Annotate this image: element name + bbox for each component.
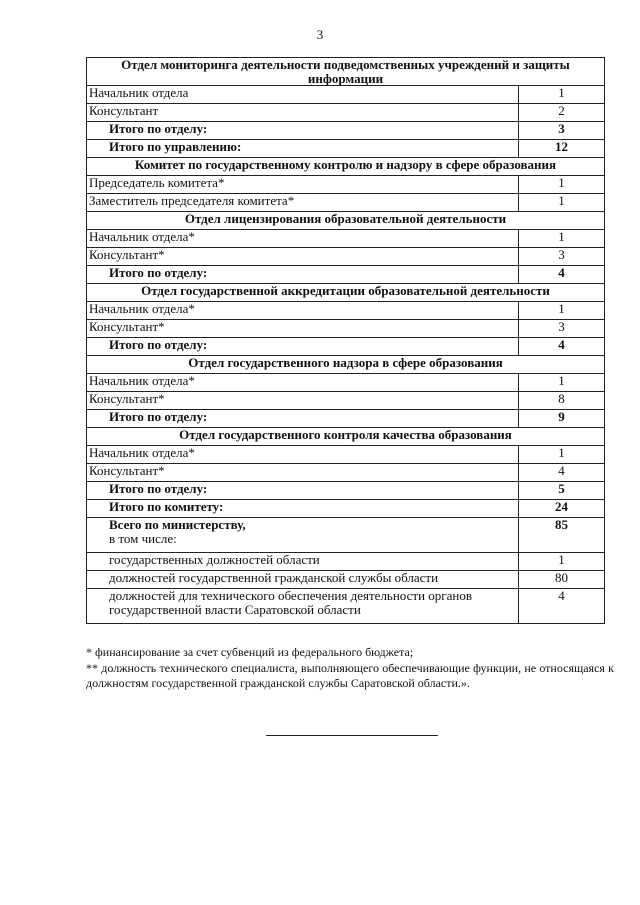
position-row bbox=[87, 302, 605, 320]
row-label-text: Консультант* bbox=[89, 247, 165, 263]
section-header-row bbox=[87, 158, 605, 176]
row-label bbox=[87, 518, 519, 553]
row-count: 1 bbox=[519, 194, 605, 212]
row-count: 85 bbox=[519, 518, 605, 553]
total-row bbox=[87, 410, 605, 428]
end-divider bbox=[266, 735, 438, 736]
row-count: 1 bbox=[519, 553, 605, 571]
row-label-text: Консультант* bbox=[89, 319, 165, 335]
breakdown-row bbox=[87, 571, 605, 589]
row-count: 24 bbox=[519, 500, 605, 518]
row-label bbox=[87, 266, 519, 284]
row-note: в том числе: bbox=[109, 530, 177, 546]
row-count: 1 bbox=[519, 446, 605, 464]
row-count: 4 bbox=[519, 266, 605, 284]
row-label-text: Начальник отдела* bbox=[89, 301, 195, 317]
row-label-text: Начальник отдела bbox=[89, 85, 189, 101]
row-label bbox=[87, 122, 519, 140]
row-label bbox=[87, 302, 519, 320]
row-label bbox=[87, 176, 519, 194]
section-title: Отдел мониторинга деятельности подведомственных учреждений и защиты информации bbox=[87, 58, 605, 86]
row-label-text: должностей для технического обеспечения деятельности органов государственной власти Саратовской области bbox=[109, 588, 472, 617]
total-row bbox=[87, 338, 605, 356]
position-row bbox=[87, 104, 605, 122]
section-header-row bbox=[87, 356, 605, 374]
section-title: Комитет по государственному контролю и надзору в сфере образования bbox=[87, 158, 605, 176]
row-label bbox=[87, 571, 519, 589]
row-label bbox=[87, 104, 519, 122]
row-label bbox=[87, 410, 519, 428]
row-label-text: Всего по министерству, bbox=[109, 517, 246, 533]
total-row bbox=[87, 500, 605, 518]
row-label bbox=[87, 464, 519, 482]
row-count: 12 bbox=[519, 140, 605, 158]
row-count: 4 bbox=[519, 464, 605, 482]
total-row bbox=[87, 122, 605, 140]
position-row bbox=[87, 248, 605, 266]
row-label-text: Консультант bbox=[89, 103, 159, 119]
row-count: 2 bbox=[519, 104, 605, 122]
row-label bbox=[87, 553, 519, 571]
row-count: 4 bbox=[519, 338, 605, 356]
row-label bbox=[87, 230, 519, 248]
footnotes bbox=[86, 645, 614, 692]
row-label bbox=[87, 500, 519, 518]
row-label bbox=[87, 446, 519, 464]
row-label-text: государственных должностей области bbox=[109, 552, 320, 568]
position-row bbox=[87, 86, 605, 104]
footnote-technical: ** должность технического специалиста, выполняющего обеспечивающие функции, не относящаяся к должностям государственной гражданской службы Саратовской области.». bbox=[86, 660, 614, 691]
row-count: 4 bbox=[519, 589, 605, 624]
row-label-text: Начальник отдела* bbox=[89, 373, 195, 389]
row-label bbox=[87, 320, 519, 338]
row-label-text: Председатель комитета* bbox=[89, 175, 225, 191]
row-label-text: Итого по комитету: bbox=[109, 499, 224, 515]
row-count: 5 bbox=[519, 482, 605, 500]
row-label bbox=[87, 482, 519, 500]
row-count: 1 bbox=[519, 86, 605, 104]
row-label bbox=[87, 392, 519, 410]
row-count: 80 bbox=[519, 571, 605, 589]
section-header-row bbox=[87, 212, 605, 230]
row-count: 3 bbox=[519, 320, 605, 338]
row-label-text: Начальник отдела* bbox=[89, 229, 195, 245]
row-label bbox=[87, 338, 519, 356]
row-label-text: Итого по отделу: bbox=[109, 409, 208, 425]
section-header-row bbox=[87, 284, 605, 302]
page-number: 3 bbox=[316, 27, 324, 42]
staffing-table bbox=[86, 57, 605, 624]
row-label-text: Консультант* bbox=[89, 391, 165, 407]
row-label-text: Итого по отделу: bbox=[109, 337, 208, 353]
position-row bbox=[87, 464, 605, 482]
row-label-text: Итого по управлению: bbox=[109, 139, 242, 155]
total-row bbox=[87, 482, 605, 500]
row-label-text: Заместитель председателя комитета* bbox=[89, 193, 295, 209]
position-row bbox=[87, 320, 605, 338]
row-label-text: Итого по отделу: bbox=[109, 481, 208, 497]
section-header-row bbox=[87, 428, 605, 446]
total-row bbox=[87, 140, 605, 158]
row-label-text: должностей государственной гражданской службы области bbox=[109, 570, 439, 586]
row-label bbox=[87, 374, 519, 392]
section-title: Отдел лицензирования образовательной деятельности bbox=[87, 212, 605, 230]
row-label bbox=[87, 140, 519, 158]
position-row bbox=[87, 176, 605, 194]
breakdown-row bbox=[87, 589, 605, 624]
row-count: 1 bbox=[519, 302, 605, 320]
row-label-text: Консультант* bbox=[89, 463, 165, 479]
position-row bbox=[87, 194, 605, 212]
total-row bbox=[87, 266, 605, 284]
row-label bbox=[87, 248, 519, 266]
section-title: Отдел государственной аккредитации образовательной деятельности bbox=[87, 284, 605, 302]
row-label-text: Итого по отделу: bbox=[109, 265, 208, 281]
footnote-funding: * финансирование за счет субвенций из федерального бюджета; bbox=[86, 645, 414, 659]
breakdown-row bbox=[87, 553, 605, 571]
row-label-text: Итого по отделу: bbox=[109, 121, 208, 137]
row-count: 1 bbox=[519, 230, 605, 248]
row-count: 3 bbox=[519, 248, 605, 266]
position-row bbox=[87, 230, 605, 248]
section-header-row bbox=[87, 58, 605, 86]
position-row bbox=[87, 374, 605, 392]
row-label-text: Начальник отдела* bbox=[89, 445, 195, 461]
row-count: 9 bbox=[519, 410, 605, 428]
row-count: 1 bbox=[519, 176, 605, 194]
row-label bbox=[87, 589, 519, 624]
row-label bbox=[87, 86, 519, 104]
row-label bbox=[87, 194, 519, 212]
position-row bbox=[87, 392, 605, 410]
total-row bbox=[87, 518, 605, 553]
row-count: 1 bbox=[519, 374, 605, 392]
section-title: Отдел государственного надзора в сфере образования bbox=[87, 356, 605, 374]
section-title: Отдел государственного контроля качества образования bbox=[87, 428, 605, 446]
row-count: 8 bbox=[519, 392, 605, 410]
position-row bbox=[87, 446, 605, 464]
row-count: 3 bbox=[519, 122, 605, 140]
